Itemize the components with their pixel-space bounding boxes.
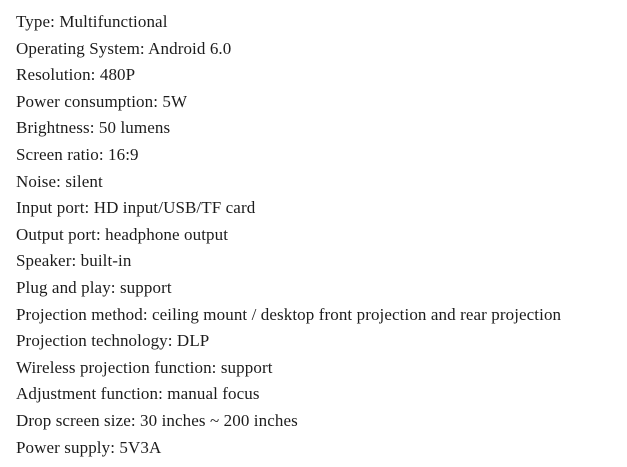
- spec-line: Operating System: Android 6.0: [16, 38, 232, 58]
- spec-line: Output port: headphone output: [16, 224, 229, 244]
- spec-line: Projection method: ceiling mount / desktop front projection and rear projection: [16, 304, 562, 324]
- spec-line: Type: Multifunctional: [16, 12, 168, 31]
- spec-line: Power supply: 5V3A: [16, 437, 162, 457]
- spec-line: Input port: HD input/USB/TF card: [16, 198, 256, 218]
- spec-line: Power consumption: 5W: [16, 91, 188, 111]
- spec-line: Adjustment function: manual focus: [16, 384, 260, 404]
- spec-line: Speaker: built-in: [16, 251, 132, 271]
- spec-line: Plug and play: support: [16, 277, 172, 297]
- spec-line: Resolution: 480P: [16, 65, 136, 85]
- spec-line: Drop screen size: 30 inches ~ 200 inches: [16, 410, 298, 430]
- spec-line: Noise: silent: [16, 171, 103, 191]
- spec-line: Brightness: 50 lumens: [16, 118, 171, 138]
- spec-line: Screen ratio: 16:9: [16, 144, 139, 164]
- spec-line: Wireless projection function: support: [16, 357, 273, 377]
- spec-line: Projection technology: DLP: [16, 331, 210, 351]
